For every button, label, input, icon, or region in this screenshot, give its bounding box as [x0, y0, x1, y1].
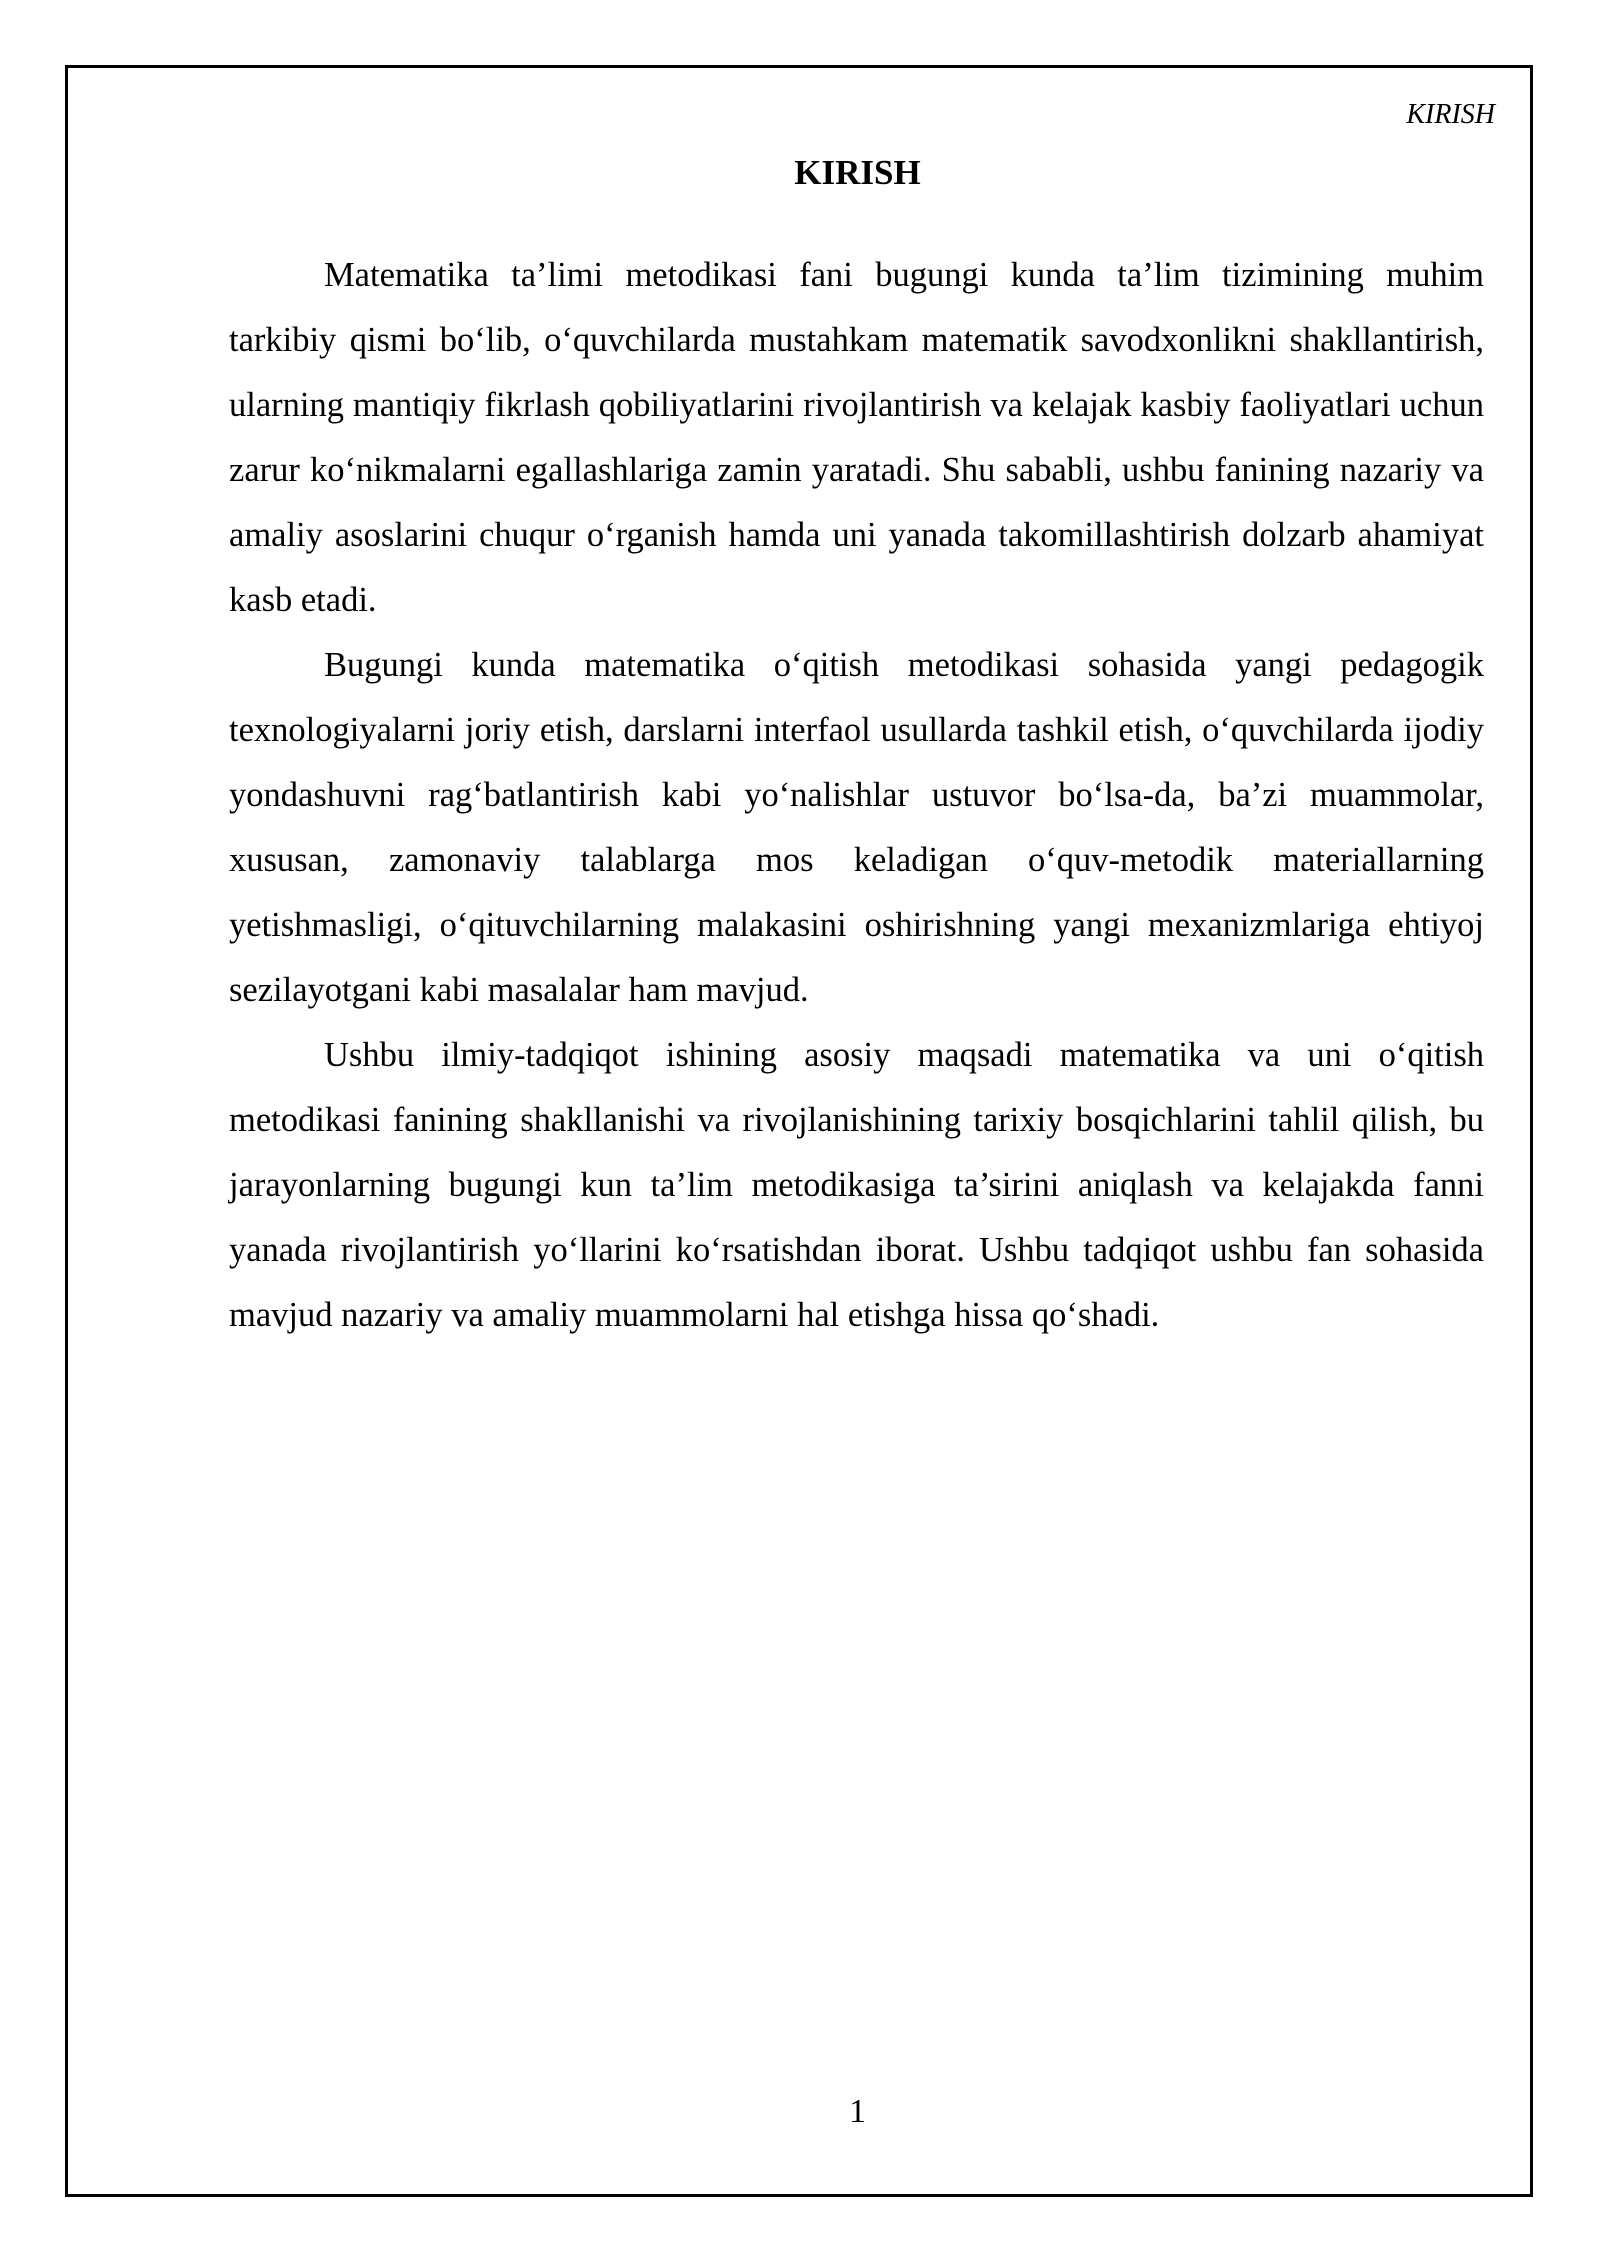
running-header: KIRISH: [1406, 99, 1495, 130]
paragraph: Bugungi kunda matematika o‘qitish metodikasi sohasida yangi pedagogik texnologiyalarni joriy etish, darslarni interfaol usullarda tashkil etish, o‘quvchilarda ijodiy yondashuvni rag‘batlantirish kabi yo‘nalishlar ustuvor bo‘lsa-da, ba’zi muammolar, xususan, zamonaviy talablarga mos keladigan o‘quv-metodik materiallarning yetishmasligi, o‘qituvchilarning malakasini oshirishning yangi mexanizmlariga ehtiyoj sezilayotgani kabi masalalar ham mavjud.: [229, 646, 1484, 1009]
paragraph: Ushbu ilmiy-tadqiqot ishining asosiy maqsadi matematika va uni o‘qitish metodikasi fanining shakllanishi va rivojlanishining tarixiy bosqichlarini tahlil qilish, bu jarayonlarning bugungi kun ta’lim metodikasiga ta’sirini aniqlash va kelajakda fanni yanada rivojlantirish yo‘llarini ko‘rsatishdan iborat. Ushbu tadqiqot ushbu fan sohasida mavjud nazariy va amaliy muammolarni hal etishga hissa qo‘shadi.: [229, 1036, 1484, 1334]
paragraph: Matematika ta’limi metodikasi fani bugungi kunda ta’lim tizimining muhim tarkibiy qismi bo‘lib, o‘quvchilarda mustahkam matematik savodxonlikni shakllantirish, ularning mantiqiy fikrlash qobiliyatlarini rivojlantirish va kelajak kasbiy faoliyatlari uchun zarur ko‘nikmalarni egallashlariga zamin yaratadi. Shu sababli, ushbu fanining nazariy va amaliy asoslarini chuqur o‘rganish hamda uni yanada takomillashtirish dolzarb ahamiyat kasb etadi.: [229, 256, 1484, 619]
body-text: [229, 243, 1484, 1348]
section-title: KIRISH: [794, 153, 921, 192]
page-number: 1: [849, 2093, 866, 2130]
